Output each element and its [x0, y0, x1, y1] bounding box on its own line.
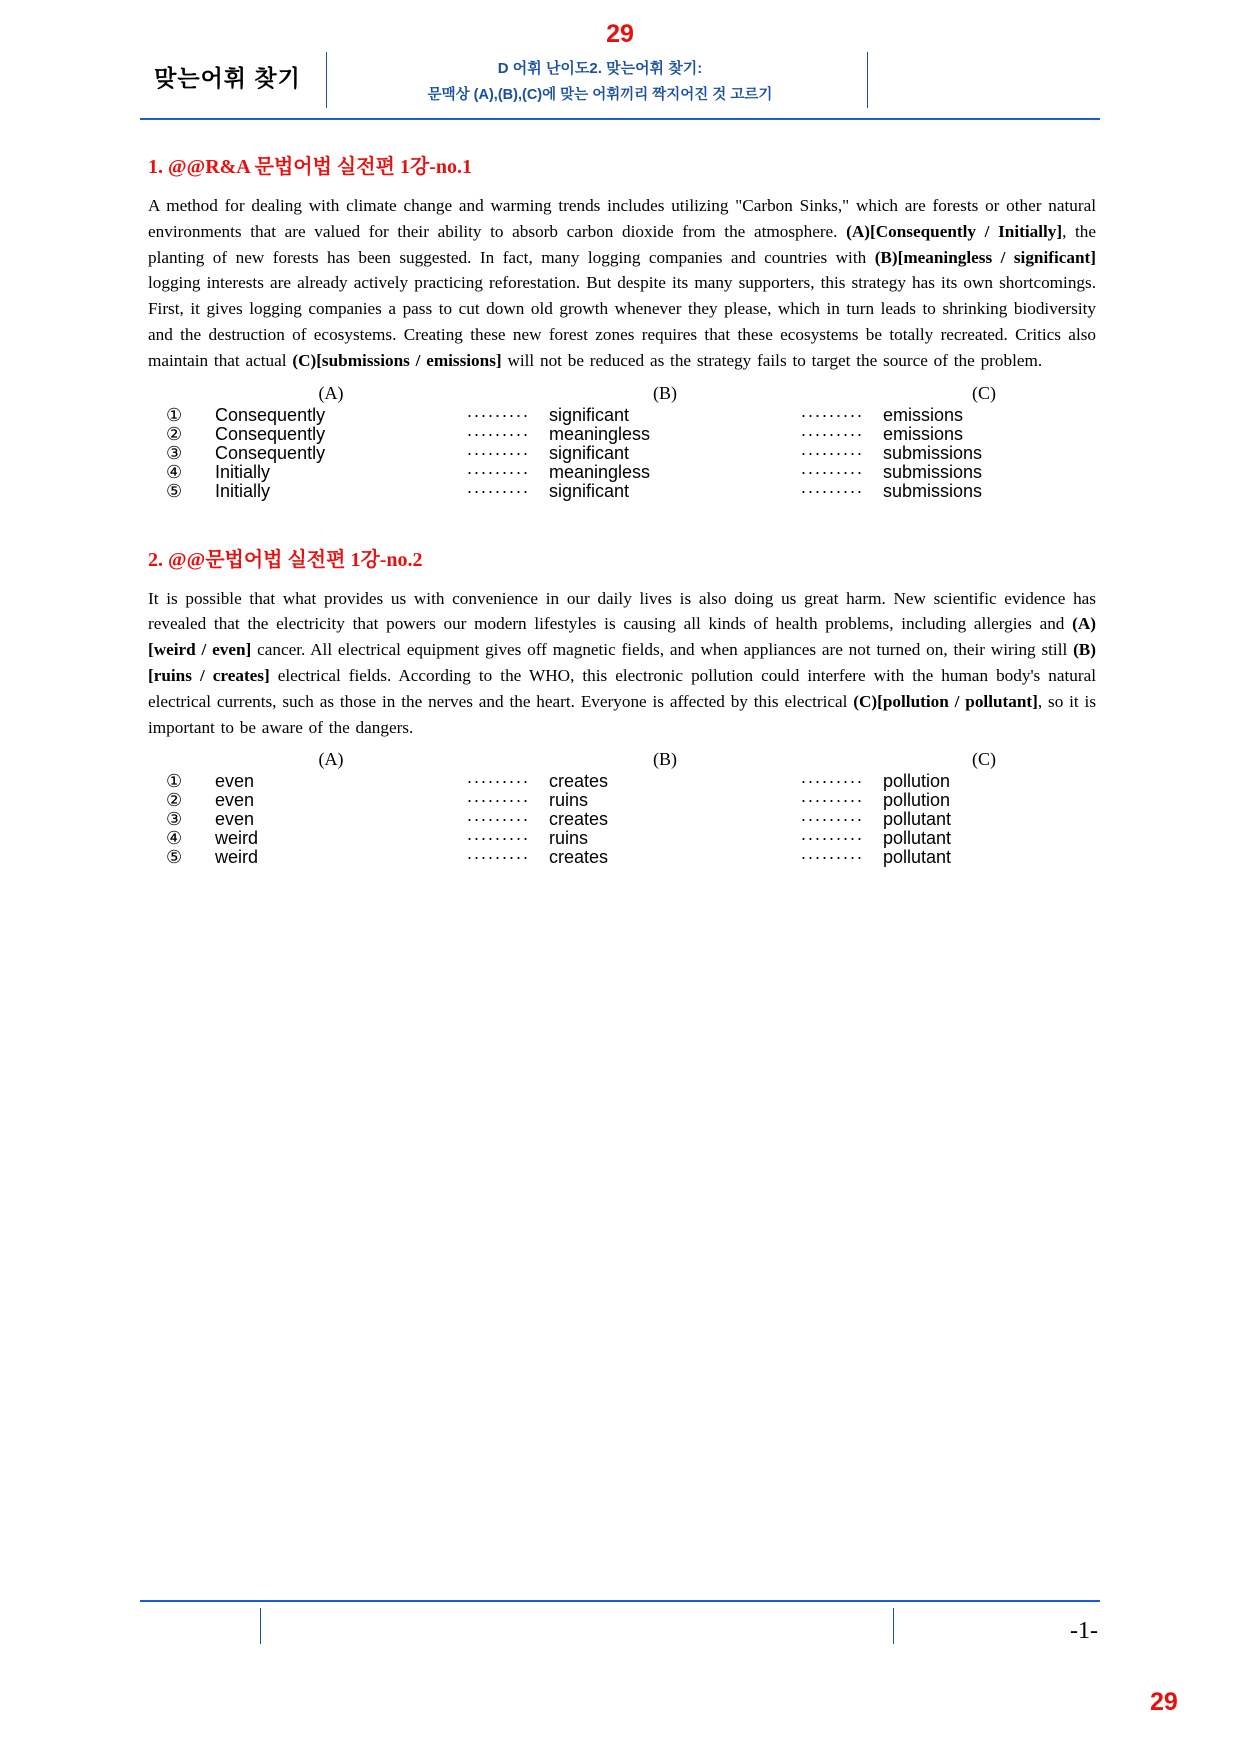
choice-value-c: pollution — [883, 790, 951, 811]
choice-row[interactable] — [166, 425, 1085, 444]
choice-marker: ① — [166, 771, 183, 792]
choice-value-c: emissions — [883, 423, 964, 444]
header-divider-left — [326, 52, 327, 108]
choice-dots: ········· — [466, 809, 530, 830]
choice-row[interactable] — [166, 829, 1085, 848]
column-header-a: (A) — [318, 749, 344, 770]
question-2-title-text: @@문법어법 실전편 1강-no.2 — [168, 548, 423, 571]
choice-dots: ········· — [800, 771, 864, 792]
choice-value-b: creates — [549, 809, 609, 830]
choice-dots: ········· — [800, 442, 864, 463]
choice-value-c: emissions — [883, 404, 964, 425]
header-subtitle-line2: 문맥상 (A),(B),(C)에 맞는 어휘끼리 짝지어진 것 고르기 — [427, 87, 773, 103]
question-2-choice-table — [166, 748, 1085, 867]
bottom-page-number: 29 — [1150, 1688, 1178, 1716]
choice-value-a: even — [215, 809, 255, 830]
choice-value-b: ruins — [549, 828, 589, 849]
choice-dots: ········· — [800, 809, 864, 830]
choice-marker: ④ — [166, 461, 183, 482]
choice-marker: ⑤ — [166, 847, 183, 868]
choice-value-a: weird — [215, 828, 259, 849]
question-1-choice-table — [166, 382, 1085, 501]
choice-value-a: Consequently — [215, 404, 326, 425]
question-2-number: 2. — [148, 548, 163, 571]
question-1-title-text: @@R&A 문법어법 실전편 1강-no.1 — [168, 156, 472, 178]
choice-row[interactable] — [166, 810, 1085, 829]
choice-dots: ········· — [466, 423, 530, 444]
question-1-choices — [166, 382, 1096, 501]
choice-value-c: submissions — [883, 461, 983, 482]
choice-dots: ········· — [466, 404, 530, 425]
choice-marker: ③ — [166, 442, 183, 463]
choice-marker: ② — [166, 423, 183, 444]
choice-value-c: pollutant — [883, 828, 952, 849]
choice-row[interactable] — [166, 848, 1085, 867]
choice-row[interactable] — [166, 444, 1085, 463]
column-header-c: (C) — [972, 382, 996, 403]
question-2-choices — [166, 748, 1096, 867]
choice-value-b: creates — [549, 771, 609, 792]
question-2-title — [148, 543, 1096, 572]
choice-row[interactable] — [166, 772, 1085, 791]
choice-dots: ········· — [466, 442, 530, 463]
header-subtitle-line1: D 어휘 난이도2. 맞는어휘 찾기: — [497, 60, 703, 77]
choice-value-a: Consequently — [215, 423, 326, 444]
column-header-a: (A) — [318, 382, 344, 403]
choice-dots: ········· — [800, 461, 864, 482]
footer-rule — [140, 1600, 1100, 1602]
choice-marker: ⑤ — [166, 480, 183, 501]
choice-dots: ········· — [800, 480, 864, 501]
choice-row[interactable] — [166, 463, 1085, 482]
choice-value-b: significant — [549, 404, 630, 425]
footer-tick-left — [260, 1608, 261, 1644]
column-header-b: (B) — [653, 749, 677, 770]
choice-dots: ········· — [466, 847, 530, 868]
choice-row[interactable] — [166, 406, 1085, 425]
choice-row[interactable] — [166, 482, 1085, 501]
choice-dots: ········· — [466, 828, 530, 849]
question-2-passage: It is possible that what provides us with convenience in our daily lives is also doing us great harm. New scientific evidence has revealed that the electricity that powers our modern lifestyles is causing all kinds of health problems, including allergies and (A)[weird / even] cancer. All electrical equipment gives off magnetic fields, and when appliances are not turned on, their wiring still (B)[ruins / creates] electrical fields. According to the WHO, this electronic pollution could interfere with the human body's natural electrical currents, such as those in the nerves and the heart. Everyone is affected by this electrical (C)[pollution / pollutant], so it is important to be aware of the dangers. — [148, 588, 1097, 737]
choice-value-a: even — [215, 771, 255, 792]
choice-value-b: significant — [549, 480, 630, 501]
question-1-number: 1. — [148, 156, 163, 178]
choice-row[interactable] — [166, 791, 1085, 810]
choice-value-a: Consequently — [215, 442, 326, 463]
header-rule — [140, 118, 1100, 120]
footer-tick-right — [893, 1608, 894, 1644]
question-1-title — [148, 150, 1096, 179]
header-subtitle — [340, 56, 860, 108]
choice-value-a: weird — [215, 847, 259, 868]
choice-marker: ② — [166, 790, 183, 811]
footer-page-label: -1- — [1070, 1618, 1098, 1644]
choice-value-b: significant — [549, 442, 630, 463]
choice-dots: ········· — [800, 404, 864, 425]
question-1-passage: A method for dealing with climate change and warming trends includes utilizing "Carbon Sinks," which are forests or other natural environments that are valued for their ability to absorb carbon dioxide from the atmosphere. (A)[Consequently / Initially], the planting of new forests has been suggested. In fact, many logging companies and countries with (B)[meaningless / significant] logging interests are already actively practicing reforestation. But despite its many supporters, this strategy has its own shortcomings. First, it gives logging companies a pass to cut down old growth whenever they please, which in turn leads to shrinking biodiversity and the destruction of ecosystems. Creating these new forest zones requires that these ecosystems be totally recreated. Critics also maintain that actual (C)[submissions / emissions] will not be reduced as the strategy fails to target the source of the problem. — [148, 196, 1097, 370]
question-list — [148, 150, 1096, 867]
choice-value-a: Initially — [215, 480, 271, 501]
choice-value-a: Initially — [215, 461, 271, 482]
header-title: 맞는어휘 찾기 — [154, 65, 301, 91]
choice-header-row — [166, 382, 1085, 406]
choice-value-b: ruins — [549, 790, 589, 811]
choice-value-c: submissions — [883, 480, 983, 501]
choice-dots: ········· — [800, 847, 864, 868]
choice-value-b: creates — [549, 847, 609, 868]
choice-value-c: pollutant — [883, 809, 952, 830]
choice-dots: ········· — [466, 790, 530, 811]
choice-value-a: even — [215, 790, 255, 811]
choice-header-row — [166, 748, 1085, 772]
choice-value-c: pollutant — [883, 847, 952, 868]
header-divider-right — [867, 52, 868, 108]
column-header-b: (B) — [653, 382, 677, 403]
choice-dots: ········· — [800, 423, 864, 444]
choice-value-c: submissions — [883, 442, 983, 463]
choice-dots: ········· — [466, 771, 530, 792]
question-1 — [148, 150, 1096, 501]
column-header-c: (C) — [972, 749, 996, 770]
question-2 — [148, 543, 1096, 868]
choice-value-c: pollution — [883, 771, 951, 792]
choice-marker: ① — [166, 404, 183, 425]
choice-dots: ········· — [800, 790, 864, 811]
top-page-number: 29 — [606, 20, 634, 48]
choice-dots: ········· — [466, 461, 530, 482]
choice-value-b: meaningless — [549, 423, 651, 444]
page-header — [140, 52, 1100, 114]
choice-dots: ········· — [466, 480, 530, 501]
choice-marker: ③ — [166, 809, 183, 830]
choice-value-b: meaningless — [549, 461, 651, 482]
choice-dots: ········· — [800, 828, 864, 849]
choice-marker: ④ — [166, 828, 183, 849]
